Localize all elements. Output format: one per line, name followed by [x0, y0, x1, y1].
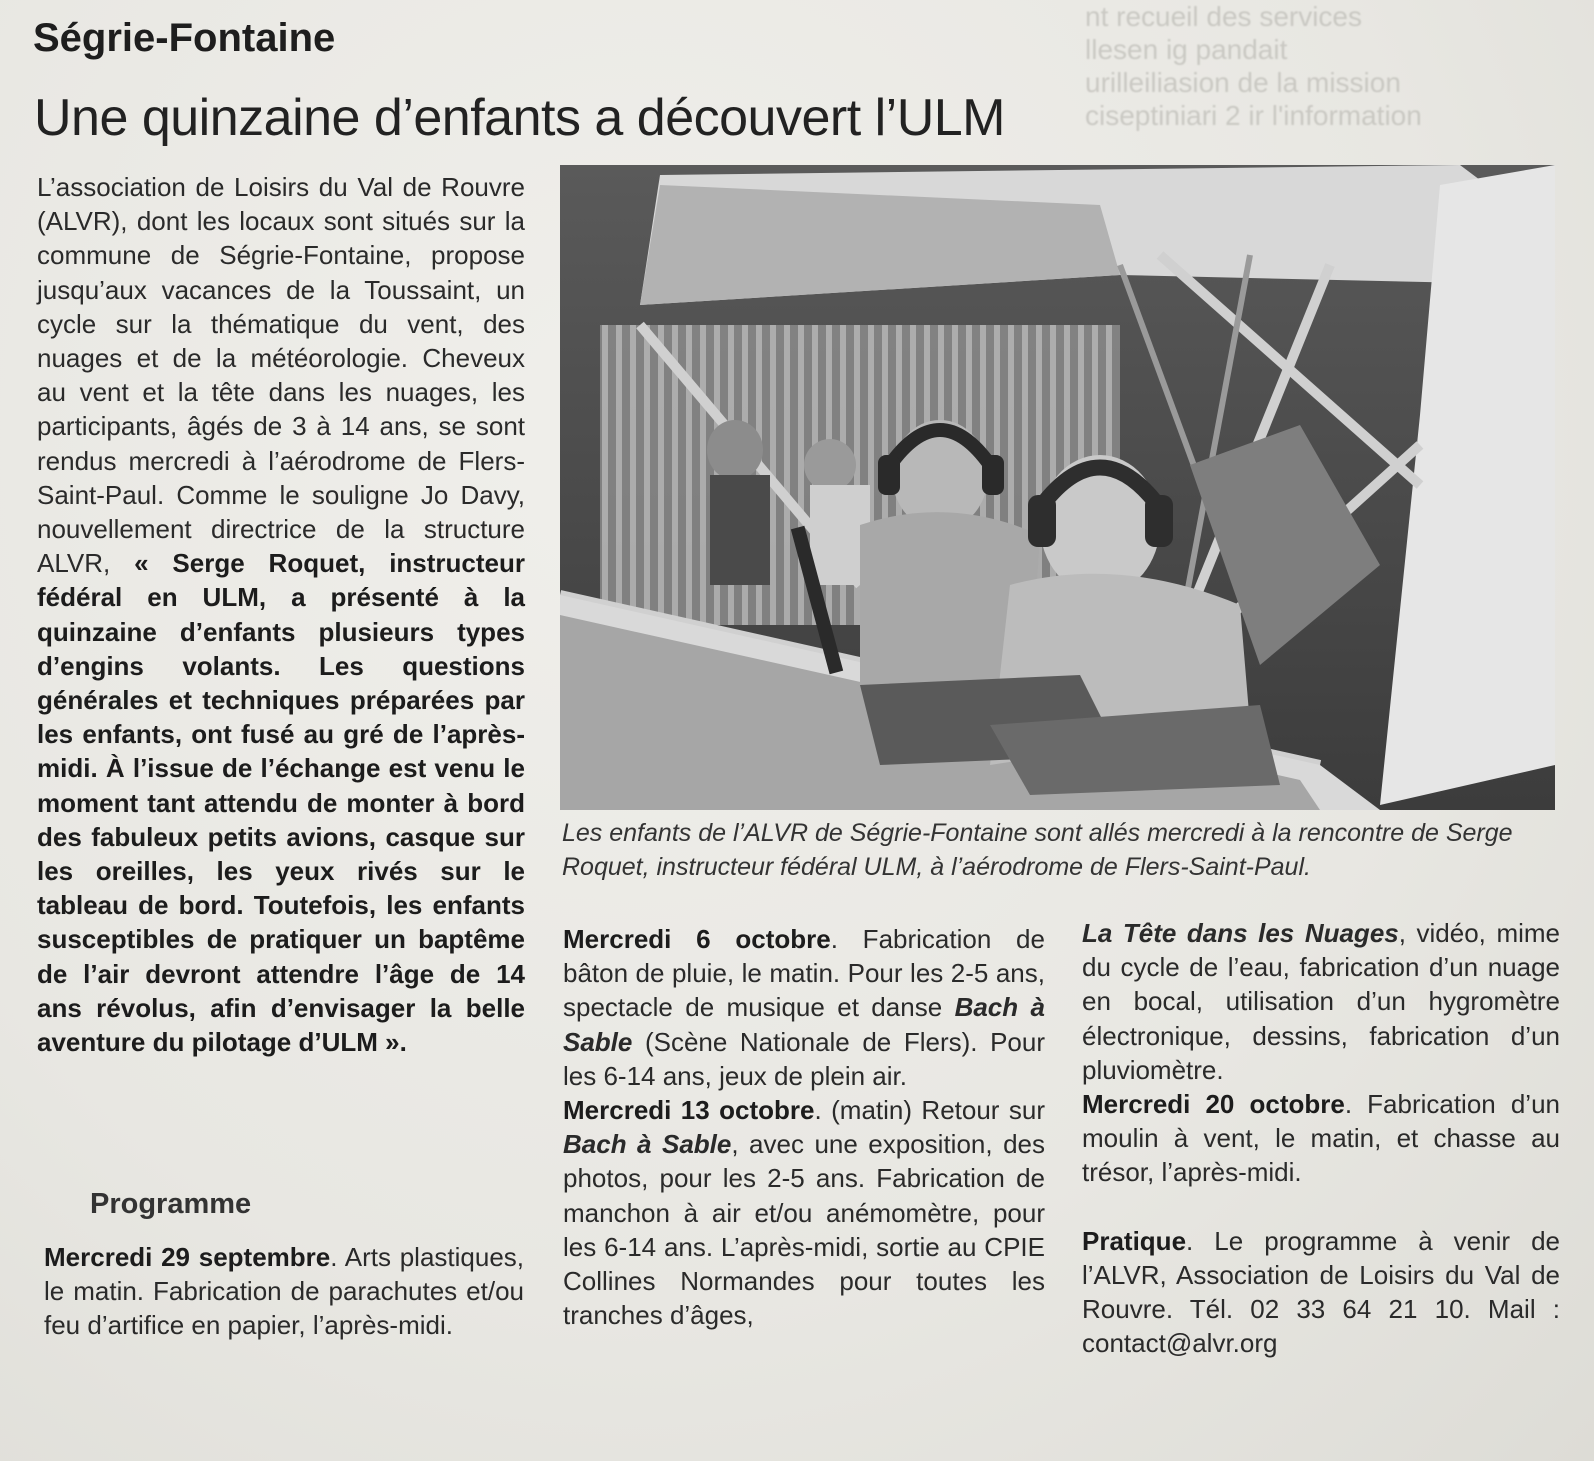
date-text: , avec une exposition, des photos, pour les 2-5 ans. Fabrication de manchon à air et/ou anémomètre, pour les 6-14 ans. L’après-midi, sortie au CPIE Collines Normandes pour toutes les tranches d’âges, [563, 1129, 1045, 1331]
bleed-line: llesen ig pandait [1085, 34, 1288, 65]
bleed-line: nt recueil des services [1085, 1, 1363, 32]
date-text: . Fabrication de bâton de pluie, le matin. Pour les 2-5 ans, spectacle de musique et danse [563, 924, 1045, 1023]
bleed-through-text [1085, 0, 1594, 165]
show-title: Bach à Sable [563, 992, 1045, 1057]
date-text: . Fabrication d’un moulin à vent, le matin, et chasse au trésor, l’après-midi. [1082, 1089, 1560, 1188]
date-text: . Arts plastiques, le matin. Fabrication de parachutes et/ou feu d’artifice en papier, l’après-midi. [44, 1242, 525, 1341]
programme-oct13-continued [1082, 916, 1560, 1087]
article-headline: Une quinzaine d’enfants a découvert l’ULM [34, 89, 1005, 147]
bleed-line: urilleiliasion de la mission [1085, 67, 1401, 98]
pratique-info [1082, 1224, 1560, 1361]
programme-oct13 [563, 1093, 1045, 1332]
date-label: Mercredi 13 octobre [563, 1095, 815, 1126]
programme-oct20 [1082, 1087, 1560, 1190]
date-label: Mercredi 29 septembre [44, 1242, 331, 1272]
date-label: Mercredi 20 octobre [1082, 1089, 1345, 1120]
intro-quote: « Serge Roquet, instructeur fédéral en ULM, a présenté à la quinzaine d’enfants plusieurs types d’engins volants. Les questions générales et techniques préparées par les enfants, ont fusé au gré de l’après-midi. À l’issue de l’échange est venu le moment tant attendu de monter à bord des fabuleux petits avions, casque sur les oreilles, les yeux rivés sur le tableau de bord. Toutefois, les enfants susceptibles de pratiquer un baptême de l’air devront attendre l’âge de 14 ans révolus, afin d’envisager la belle aventure du pilotage d’ULM ». [37, 548, 525, 1058]
date-text: , vidéo, mime du cycle de l’eau, fabrication d’un nuage en bocal, utilisation d’un hygromètre électronique, dessins, fabrication d’un pluviomètre. [1082, 918, 1560, 1085]
ulm-cockpit-photo-icon [560, 165, 1555, 810]
pratique-label: Pratique [1082, 1225, 1187, 1256]
intro-text: L’association de Loisirs du Val de Rouvre (ALVR), dont les locaux sont situés sur la commune de Ségrie-Fontaine, propose jusqu’aux vacances de la Toussaint, un cycle sur la thématique du vent, des nuages et de la météorologie. Cheveux au vent et la tête dans les nuages, les participants, âgés de 3 à 14 ans, se sont rendus mercredi à l’aérodrome de Flers-Saint-Paul. Comme le souligne Jo Davy, nouvellement directrice de la structure ALVR, [37, 172, 525, 579]
pratique-text: . Le programme à venir de l’ALVR, Association de Loisirs du Val de Rouvre. Tél. 02 33 64 21 10. Mail : contact@alvr.org [1082, 1225, 1560, 1359]
article-photo [560, 165, 1555, 810]
programme-right-column [1082, 916, 1560, 1360]
programme-heading: Programme [90, 1188, 252, 1220]
date-label: Mercredi 6 octobre [563, 924, 831, 954]
article-intro [37, 170, 525, 1059]
photo-caption: Les enfants de l’ALVR de Ségrie-Fontaine sont allés mercredi à la rencontre de Serge Roquet, instructeur fédéral ULM, à l’aérodrome de Flers-Saint-Paul. [562, 819, 1513, 881]
date-text: . (matin) Retour sur [814, 1095, 1046, 1126]
programme-sep29 [44, 1240, 524, 1343]
date-text: (Scène Nationale de Flers). Pour les 6-14 ans, jeux de plein air. [563, 1026, 1045, 1091]
show-title: Bach à Sable [563, 1129, 732, 1160]
location-kicker: Ségrie-Fontaine [33, 16, 336, 60]
show-title: La Tête dans les Nuages [1082, 918, 1399, 948]
programme-oct6 [563, 922, 1045, 1093]
bleed-line: ciseptiniari 2 ir l'information [1085, 100, 1422, 131]
programme-middle-column [563, 922, 1045, 1332]
